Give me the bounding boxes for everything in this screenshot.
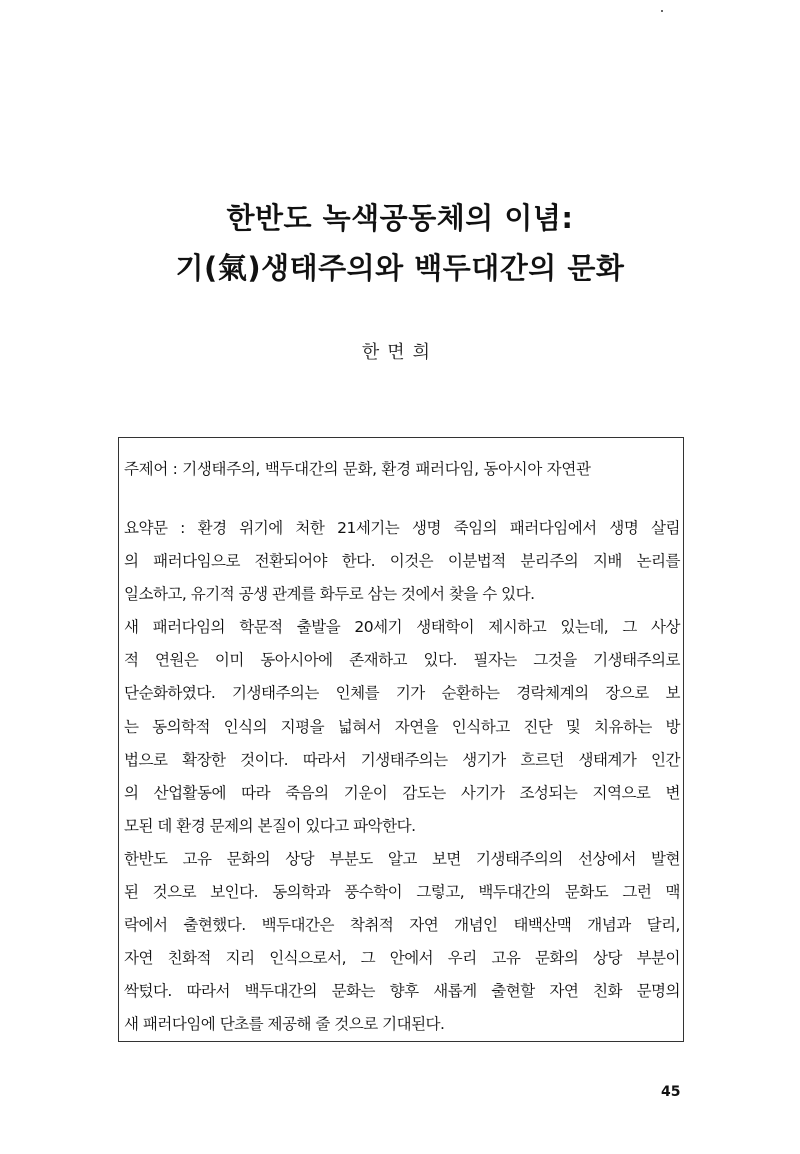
paper-title-line-2: 기(氣)생태주의와 백두대간의 문화: [175, 251, 625, 285]
abstract-line: 자연 친화적 지리 인식으로서, 그 안에서 우리 고유 문화의 상당 부분이: [124, 949, 680, 968]
abstract-line: 락에서 출현했다. 백두대간은 착취적 자연 개념인 태백산맥 개념과 달리,: [124, 916, 680, 935]
abstract-line: 싹텄다. 따라서 백두대간의 문화는 향후 새롭게 출현할 자연 친화 문명의: [124, 982, 680, 1001]
abstract-line: 요약문 : 환경 위기에 처한 21세기는 생명 죽임의 패러다임에서 생명 살림: [124, 519, 680, 537]
abstract-line: 새 패러다임에 단초를 제공해 줄 것으로 기대된다.: [124, 1015, 445, 1034]
author-name: 한면희: [361, 342, 439, 363]
keywords-line: 주제어 : 기생태주의, 백두대간의 문화, 환경 패러다임, 동아시아 자연관: [124, 460, 591, 478]
abstract-line: 적 연원은 이미 동아시아에 존재하고 있다. 필자는 그것을 기생태주의로: [124, 651, 680, 670]
abstract-line: 단순화하였다. 기생태주의는 인체를 기가 순환하는 경락체계의 장으로 보: [124, 684, 680, 703]
page-number: 45: [661, 1084, 681, 1100]
abstract-line: 된 것으로 보인다. 동의학과 풍수학이 그렇고, 백두대간의 문화도 그런 맥: [124, 883, 680, 902]
abstract-line: 일소하고, 유기적 공생 관계를 화두로 삼는 것에서 찾을 수 있다.: [124, 585, 535, 604]
abstract-line: 는 동의학적 인식의 지평을 넓혀서 자연을 인식하고 진단 및 치유하는 방: [124, 717, 680, 736]
scan-dot: [661, 10, 663, 12]
abstract-body: [124, 515, 680, 1045]
abstract-line: 법으로 확장한 것이다. 따라서 기생태주의는 생기가 흐르던 생태계가 인간: [124, 750, 680, 769]
abstract-line: 새 패러다임의 학문적 출발을 20세기 생태학이 제시하고 있는데, 그 사상: [124, 618, 680, 637]
abstract-line: 의 패러다임으로 전환되어야 한다. 이것은 이분법적 분리주의 지배 논리를: [124, 552, 680, 571]
paper-title-line-1: 한반도 녹색공동체의 이념:: [226, 201, 574, 235]
abstract-line: 의 산업활동에 따라 죽음의 기운이 감도는 사기가 조성되는 지역으로 변: [124, 783, 680, 802]
abstract-line: 한반도 고유 문화의 상당 부분도 알고 보면 기생태주의의 선상에서 발현: [124, 849, 680, 868]
abstract-line: 모된 데 환경 문제의 본질이 있다고 파악한다.: [124, 816, 416, 835]
